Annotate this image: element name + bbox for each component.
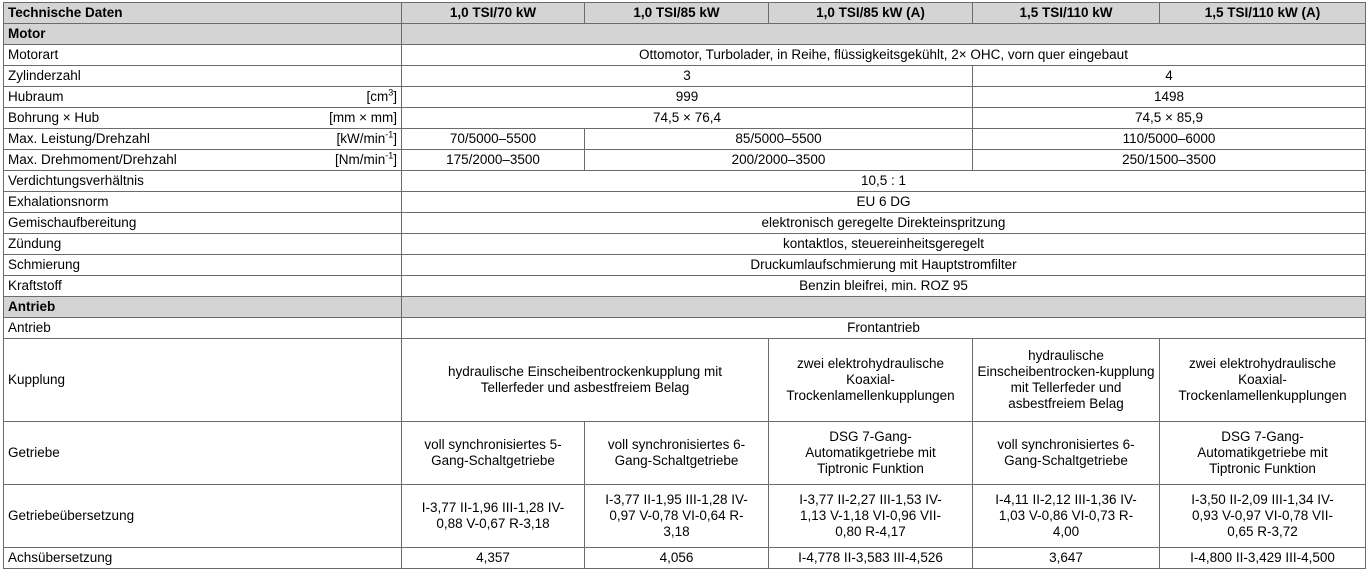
- row-value: 4,357: [402, 548, 585, 569]
- row-value: I-4,778 II-3,583 III-4,526: [769, 548, 973, 569]
- row-value: voll synchronisiertes 5-Gang-Schaltgetriebe: [402, 422, 585, 485]
- row-label-cell: [4, 129, 402, 150]
- section-antrieb-fill: [402, 297, 1366, 318]
- row-value: DSG 7-Gang-Automatikgetriebe mit Tiptronic Funktion: [1160, 422, 1366, 485]
- row-value: 175/2000–3500: [402, 150, 585, 171]
- row-label: Exhalationsnorm: [4, 192, 402, 213]
- row-value: 200/2000–3500: [585, 150, 973, 171]
- row-value: EU 6 DG: [402, 192, 1366, 213]
- row-value: 3: [402, 66, 973, 87]
- section-motor-fill: [402, 24, 1366, 45]
- table-row: [4, 234, 1366, 255]
- row-value: hydraulische Einscheibentrocken-kupplung mit Tellerfeder und asbestfreiem Belag: [973, 339, 1160, 422]
- section-antrieb-label: Antrieb: [4, 297, 402, 318]
- row-value: elektronisch geregelte Direkteinspritzung: [402, 213, 1366, 234]
- col-header-2: 1,0 TSI/85 kW: [585, 3, 769, 24]
- row-label: Zylinderzahl: [4, 66, 402, 87]
- row-value: voll synchronisiertes 6-Gang-Schaltgetriebe: [973, 422, 1160, 485]
- row-value: 74,5 × 85,9: [973, 108, 1366, 129]
- row-unit: $[Nm/\min^{-1}]$: [334, 150, 397, 167]
- row-value: zwei elektrohydraulische Koaxial-Trockenlamellenkupplungen: [769, 339, 973, 422]
- table-row: [4, 66, 1366, 87]
- table-row: [4, 150, 1366, 171]
- row-value: Ottomotor, Turbolader, in Reihe, flüssigkeitsgekühlt, 2× OHC, vorn quer eingebaut: [402, 45, 1366, 66]
- section-row-antrieb: [4, 297, 1366, 318]
- row-label: Bohrung × Hub: [8, 110, 100, 125]
- row-unit: $[kW/\min^{-1}]$: [336, 129, 397, 146]
- section-row-motor: [4, 24, 1366, 45]
- row-value: Frontantrieb: [402, 318, 1366, 339]
- row-value: Benzin bleifrei, min. ROZ 95: [402, 276, 1366, 297]
- table-row: [4, 318, 1366, 339]
- row-value: zwei elektrohydraulische Koaxial-Trockenlamellenkupplungen: [1160, 339, 1366, 422]
- row-value: 85/5000–5500: [585, 129, 973, 150]
- table-row: [4, 129, 1366, 150]
- table-row: [4, 422, 1366, 485]
- row-value: 110/5000–6000: [973, 129, 1366, 150]
- table-row: [4, 45, 1366, 66]
- row-label: Getriebe: [4, 422, 402, 485]
- row-value: 4,056: [585, 548, 769, 569]
- row-value: DSG 7-Gang-Automatikgetriebe mit Tiptronic Funktion: [769, 422, 973, 485]
- header-row: [4, 3, 1366, 24]
- table-row: [4, 213, 1366, 234]
- row-label-cell: [4, 108, 402, 129]
- row-label: Achsübersetzung: [4, 548, 402, 569]
- table-row: [4, 548, 1366, 569]
- table-row: [4, 87, 1366, 108]
- col-header-1: 1,0 TSI/70 kW: [402, 3, 585, 24]
- row-value: 1498: [973, 87, 1366, 108]
- technical-data-table: [3, 2, 1366, 569]
- row-label: Max. Leistung/Drehzahl: [8, 131, 150, 146]
- col-header-3: 1,0 TSI/85 kW (A): [769, 3, 973, 24]
- row-value: I-3,77 II-1,95 III-1,28 IV-0,97 V-0,78 VI-0,64 R-3,18: [585, 485, 769, 548]
- table-row: [4, 339, 1366, 422]
- row-label: Antrieb: [4, 318, 402, 339]
- row-value: hydraulische Einscheibentrockenkupplung mit Tellerfeder und asbestfreiem Belag: [402, 339, 769, 422]
- row-value: voll synchronisiertes 6-Gang-Schaltgetriebe: [585, 422, 769, 485]
- table-row: [4, 108, 1366, 129]
- table-row: [4, 255, 1366, 276]
- row-value: 999: [402, 87, 973, 108]
- row-label-cell: [4, 150, 402, 171]
- row-value: I-3,77 II-1,96 III-1,28 IV-0,88 V-0,67 R-3,18: [402, 485, 585, 548]
- row-value: Druckumlaufschmierung mit Hauptstromfilter: [402, 255, 1366, 276]
- row-label: Verdichtungsverhältnis: [4, 171, 402, 192]
- table-title: Technische Daten: [4, 3, 402, 24]
- row-label: Zündung: [4, 234, 402, 255]
- row-label: Getriebeübersetzung: [4, 485, 402, 548]
- row-unit: [mm × mm]: [329, 110, 397, 125]
- table-row: [4, 485, 1366, 548]
- row-label-cell: [4, 87, 402, 108]
- row-label: Kupplung: [4, 339, 402, 422]
- row-label: Hubraum: [8, 89, 64, 104]
- row-value: I-3,50 II-2,09 III-1,34 IV-0,93 V-0,97 VI-0,78 VII-0,65 R-3,72: [1160, 485, 1366, 548]
- row-value: 10,5 : 1: [402, 171, 1366, 192]
- col-header-4: 1,5 TSI/110 kW: [973, 3, 1160, 24]
- row-label: Motorart: [4, 45, 402, 66]
- row-value: 3,647: [973, 548, 1160, 569]
- row-value: 4: [973, 66, 1366, 87]
- row-value: I-3,77 II-2,27 III-1,53 IV-1,13 V-1,18 VI-0,96 VII-0,80 R-4,17: [769, 485, 973, 548]
- section-motor-label: Motor: [4, 24, 402, 45]
- table-row: [4, 171, 1366, 192]
- row-value: 250/1500–3500: [973, 150, 1366, 171]
- table-row: [4, 276, 1366, 297]
- row-value: kontaktlos, steuereinheitsgeregelt: [402, 234, 1366, 255]
- row-value: 74,5 × 76,4: [402, 108, 973, 129]
- row-label: Gemischaufbereitung: [4, 213, 402, 234]
- row-value: I-4,800 II-3,429 III-4,500: [1160, 548, 1366, 569]
- row-value: 70/5000–5500: [402, 129, 585, 150]
- row-label: Kraftstoff: [4, 276, 402, 297]
- table-row: [4, 192, 1366, 213]
- col-header-5: 1,5 TSI/110 kW (A): [1160, 3, 1366, 24]
- row-label: Schmierung: [4, 255, 402, 276]
- row-unit: $[cm^3]$: [366, 87, 397, 104]
- row-value: I-4,11 II-2,12 III-1,36 IV-1,03 V-0,86 VI-0,73 R-4,00: [973, 485, 1160, 548]
- row-label: Max. Drehmoment/Drehzahl: [8, 152, 177, 167]
